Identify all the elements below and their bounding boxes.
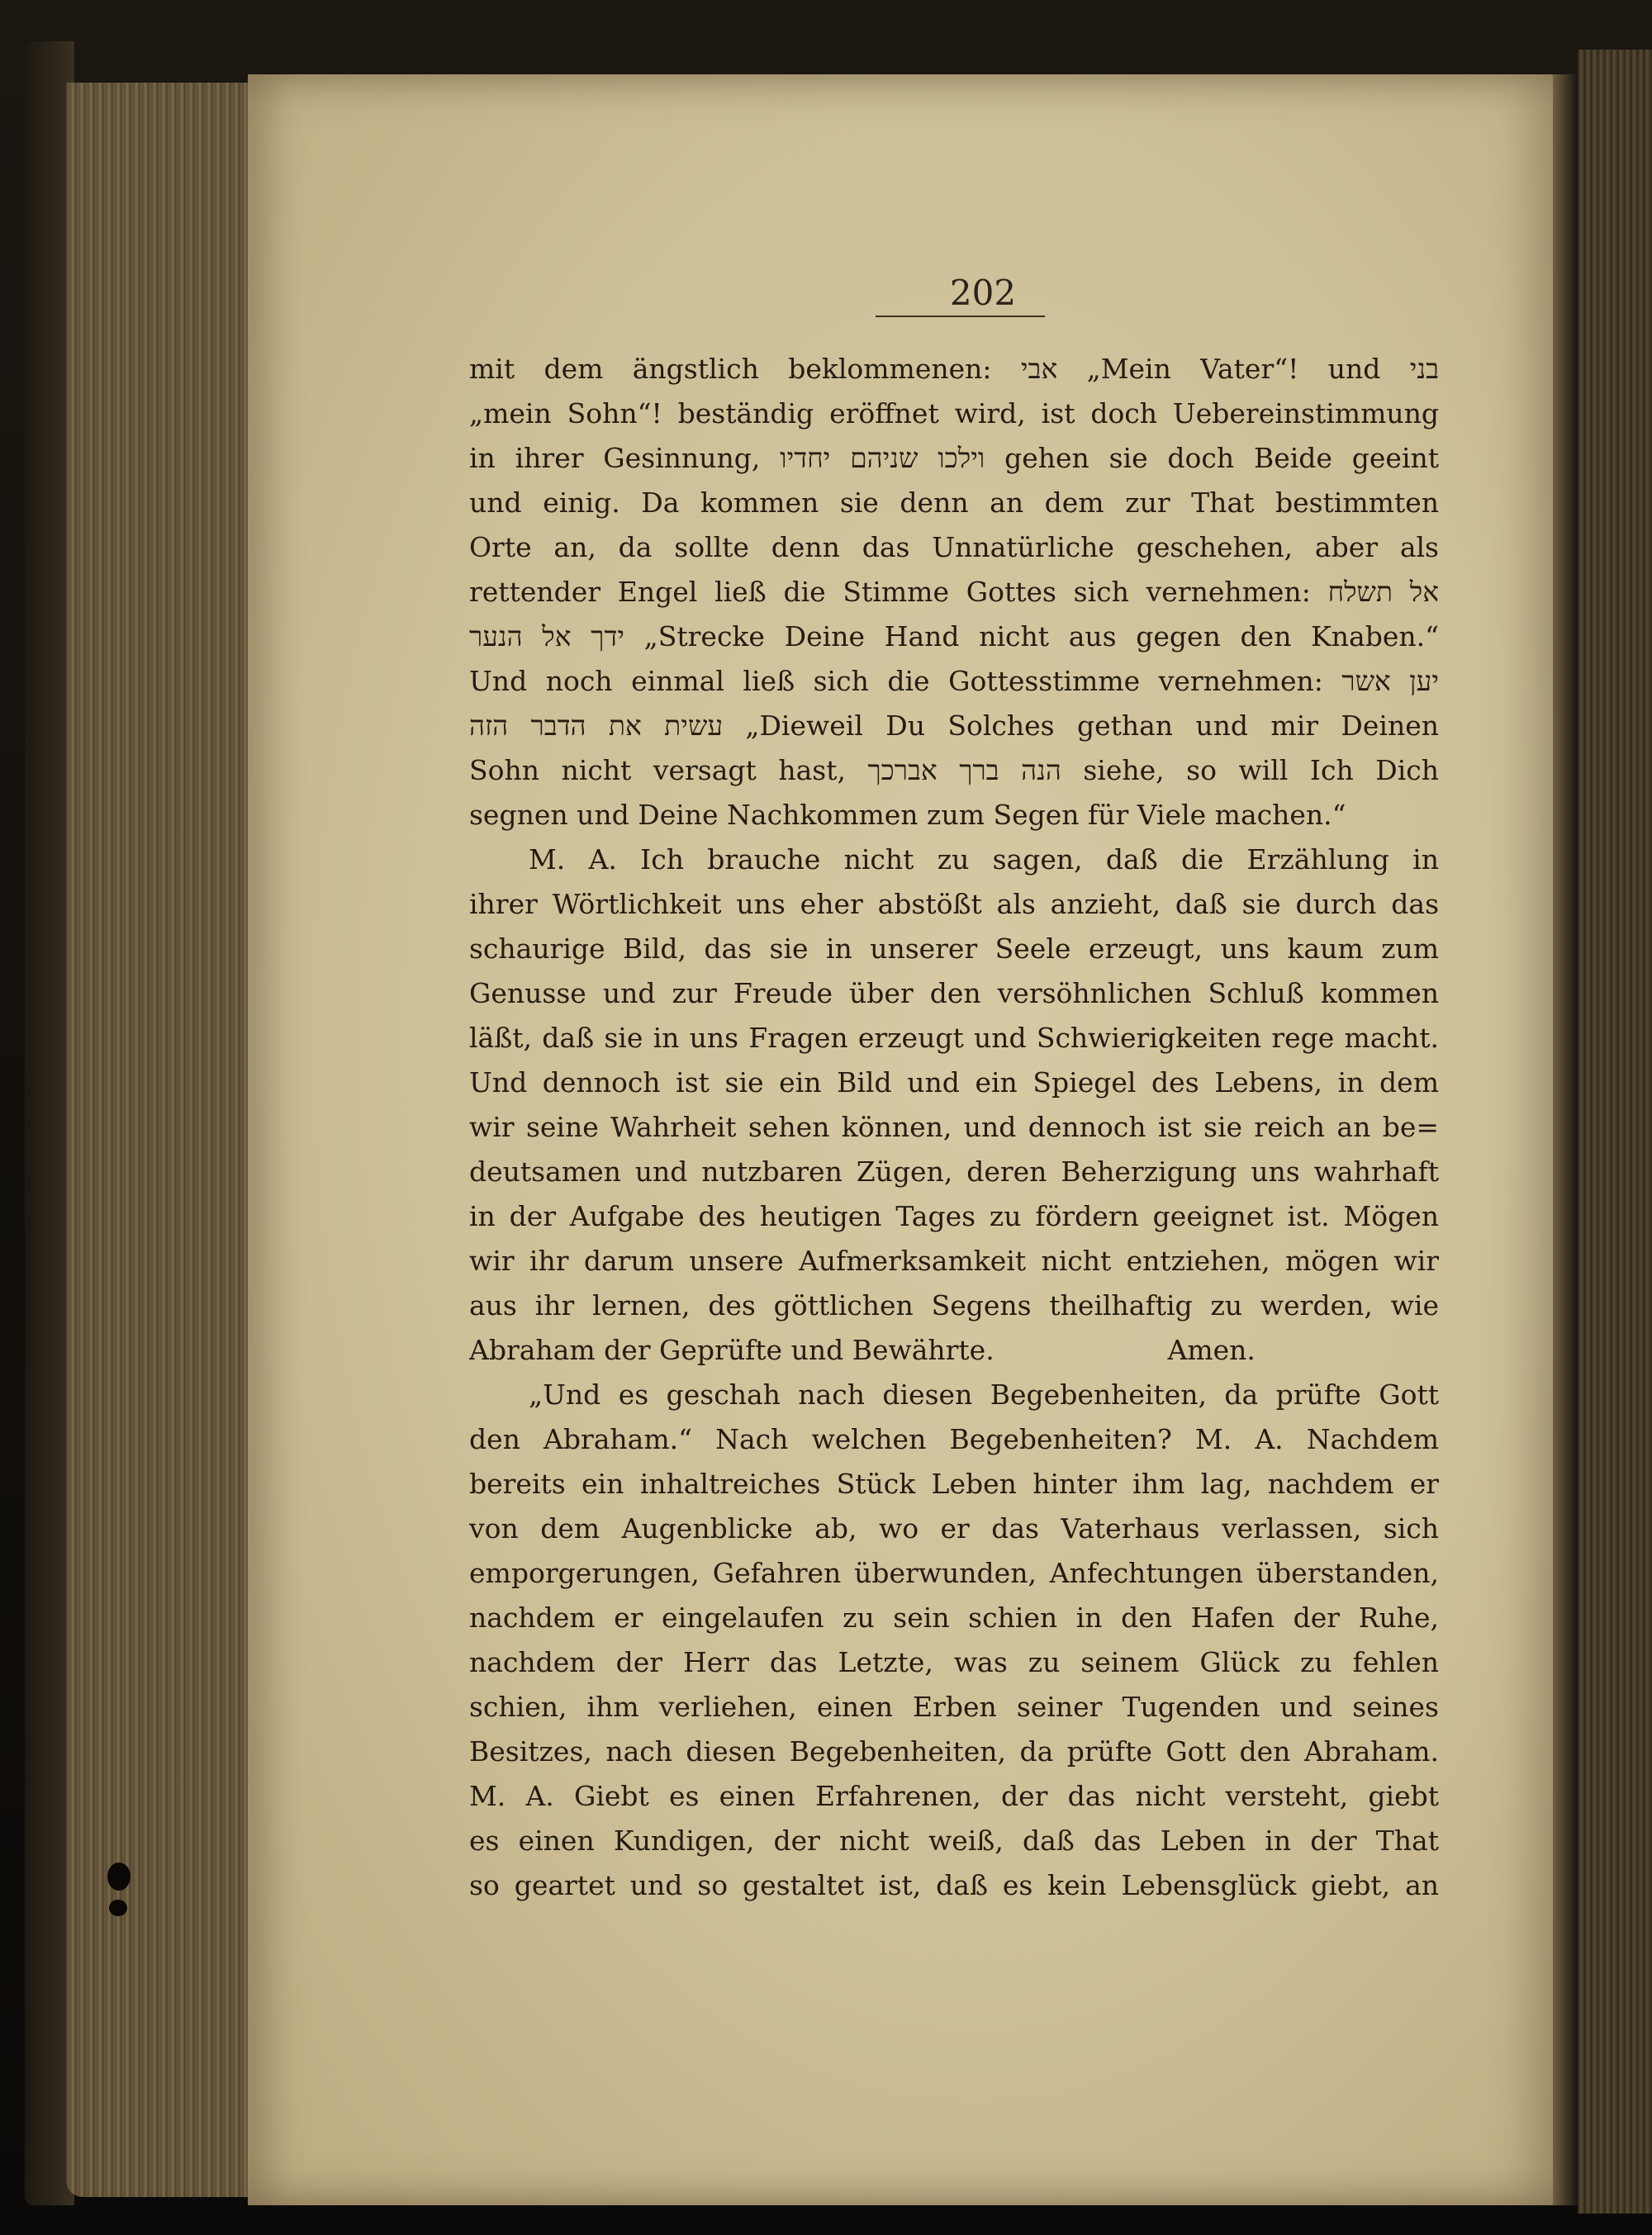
text-line: schaurige Bild, das sie in unserer Seele erzeugt, uns kaum zum	[469, 932, 1439, 965]
page-number: 202	[949, 273, 1017, 313]
text-line: nachdem er eingelaufen zu sein schien in den Hafen der Ruhe,	[469, 1602, 1439, 1634]
text-line: es einen Kundigen, der nicht weiß, daß das Leben in der That	[469, 1825, 1439, 1857]
text-line: und einig. Da kommen sie denn an dem zur That bestimmten	[469, 486, 1439, 519]
text-line: rettender Engel ließ die Stimme Gottes sich vernehmen: אל תשלח	[469, 576, 1439, 608]
page-edges-stack	[66, 83, 264, 2197]
text-line: M. A. Ich brauche nicht zu sagen, daß die Erzählung in	[529, 843, 1439, 875]
text-line: Besitzes, nach diesen Begebenheiten, da prüfte Gott den Abraham.	[469, 1735, 1439, 1768]
text-line: עשית את הדבר הזה „Dieweil Du Solches gethan und mir Deinen	[469, 709, 1439, 742]
ink-stain-small	[109, 1900, 127, 1916]
text-line: läßt, daß sie in uns Fragen erzeugt und Schwierigkeiten rege macht.	[469, 1022, 1439, 1054]
text-line: Und dennoch ist sie ein Bild und ein Spiegel des Lebens, in dem	[469, 1066, 1439, 1099]
text-line: Orte an, da sollte denn das Unnatürliche geschehen, aber als	[469, 531, 1439, 563]
text-line: „mein Sohn“! beständig eröffnet wird, ist doch Uebereinstimmung	[469, 397, 1439, 429]
text-line: wir seine Wahrheit sehen können, und dennoch ist sie reich an be=	[469, 1111, 1439, 1143]
text-line: Abraham der Geprüfte und Bewährte. Amen.	[469, 1334, 1256, 1366]
text-line: von dem Augenblicke ab, wo er das Vaterhaus verlassen, sich	[469, 1512, 1439, 1545]
ink-stain	[107, 1862, 131, 1891]
text-line: nachdem der Herr das Letzte, was zu seinem Glück zu fehlen	[469, 1646, 1439, 1678]
text-line: M. A. Giebt es einen Erfahrenen, der das nicht versteht, giebt	[469, 1780, 1439, 1812]
text-line: so geartet und so gestaltet ist, daß es kein Lebensglück giebt, an	[469, 1869, 1439, 1901]
text-line: Sohn nicht versagt hast, הנה ברך אברכך siehe, so will Ich Dich	[469, 754, 1439, 786]
text-line: ihrer Wörtlichkeit uns eher abstößt als anzieht, daß sie durch das	[469, 888, 1439, 920]
text-line: aus ihr lernen, des göttlichen Segens theilhaftig zu werden, wie	[469, 1289, 1439, 1322]
text-line: deutsamen und nutzbaren Zügen, deren Beherzigung uns wahrhaft	[469, 1155, 1439, 1188]
text-line: Genusse und zur Freude über den versöhnlichen Schluß kommen	[469, 977, 1439, 1009]
facing-page-edge	[1578, 50, 1652, 2214]
text-line: in ihrer Gesinnung, וילכו שניהם יחדיו gehen sie doch Beide geeint	[469, 442, 1439, 474]
text-line: segnen und Deine Nachkommen zum Segen für Viele machen.“	[469, 799, 1346, 831]
text-line: den Abraham.“ Nach welchen Begebenheiten? M. A. Nachdem	[469, 1423, 1439, 1455]
page-text	[469, 347, 1439, 1908]
text-line: Und noch einmal ließ sich die Gottesstimme vernehmen: יען אשר	[469, 665, 1439, 697]
text-line: in der Aufgabe des heutigen Tages zu fördern geeignet ist. Mögen	[469, 1200, 1439, 1232]
text-line: bereits ein inhaltreiches Stück Leben hinter ihm lag, nachdem er	[469, 1468, 1439, 1500]
text-line: ידך אל הנער „Strecke Deine Hand nicht aus gegen den Knaben.“	[469, 620, 1439, 652]
text-line: „Und es geschah nach diesen Begebenheiten, da prüfte Gott	[529, 1378, 1439, 1411]
page-number-rule	[876, 316, 1045, 317]
text-line: schien, ihm verliehen, einen Erben seiner Tugenden und seines	[469, 1691, 1439, 1723]
text-line: emporgerungen, Gefahren überwunden, Anfechtungen überstanden,	[469, 1557, 1439, 1589]
text-line: wir ihr darum unsere Aufmerksamkeit nicht entziehen, mögen wir	[469, 1245, 1439, 1277]
book-gutter	[1553, 74, 1578, 2205]
text-line: mit dem ängstlich beklommenen: אבי „Mein Vater“! und בני	[469, 353, 1439, 385]
